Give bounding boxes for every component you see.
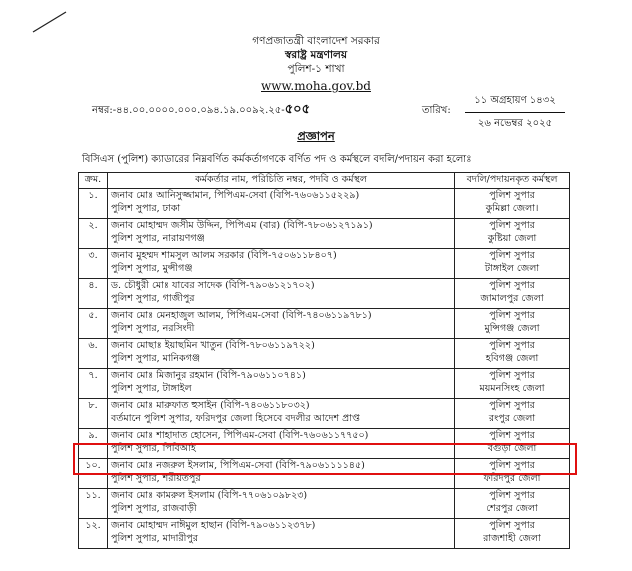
memo-number-main: নম্বর:-৪৪.০০.০০০০.০০০.০৯৪.১৯.০০৯২.২৫- — [92, 105, 285, 116]
notice-title: প্রজ্ঞাপন — [297, 129, 335, 143]
officer-current-post: পুলিশ সুপার, পিবিআই — [111, 442, 196, 454]
col-serial-header: ক্রম. — [79, 173, 108, 189]
posting-cell — [455, 219, 570, 249]
posting-cell — [455, 519, 570, 549]
table-row — [79, 339, 570, 369]
col-posting-header: বদলি/পদায়নকৃত কর্মস্থল — [455, 173, 570, 189]
memo-number-suffix: ৫০৫ — [284, 102, 311, 117]
new-place: শেরপুর জেলা — [486, 502, 538, 514]
table-header-row — [79, 173, 570, 189]
officer-current-post: পুলিশ সুপার, নারায়ণগঞ্জ — [111, 232, 205, 244]
date-box — [465, 93, 565, 133]
officer-current-post: পুলিশ সুপার, নরসিংদী — [111, 322, 195, 334]
officer-name: ড. চৌধুরী মোঃ যাবের সাদেক (বিপি-৭৯০৬১২১৭০২) — [111, 280, 315, 291]
table-row — [79, 279, 570, 309]
date-bangla: ১১ অগ্রহায়ণ ১৪৩২ — [465, 93, 565, 113]
new-place: মুন্সিগঞ্জ জেলা — [484, 322, 540, 334]
officer-current-post: পুলিশ সুপার, মাদারীপুর — [111, 532, 199, 544]
officer-name: জনাব মোঃ নজরুল ইসলাম, পিপিএম-সেবা (বিপি-৭৯০৬১১১১৪৫) — [111, 460, 365, 471]
officer-name: জনাব মোহাম্মদ জসীম উদ্দিন, পিপিএম (বার) (বিপি-৭৮০৬১২৭১৯১) — [111, 220, 373, 231]
officer-current-post: পুলিশ সুপার, রাজবাড়ী — [111, 502, 197, 514]
new-post: পুলিশ সুপার — [489, 430, 535, 441]
new-post: পুলিশ সুপার — [489, 520, 535, 531]
govt-header: গণপ্রজাতন্ত্রী বাংলাদেশ সরকার — [252, 35, 380, 47]
row-serial: ২. — [79, 219, 108, 249]
transfer-table — [78, 172, 570, 549]
new-place: কুষ্টিয়া জেলা — [487, 232, 537, 244]
new-post: পুলিশ সুপার — [489, 370, 535, 381]
officer-name: জনাব মোঃ আনিসুজ্জামান, পিপিএম-সেবা (বিপি-৭৬০৬১১৫২২৯) — [111, 190, 360, 201]
posting-cell — [455, 249, 570, 279]
website-link[interactable]: www.moha.gov.bd — [261, 79, 371, 93]
officer-cell — [108, 399, 455, 429]
table-row — [79, 249, 570, 279]
table-row — [79, 219, 570, 249]
new-post: পুলিশ সুপার — [489, 460, 535, 471]
row-serial: ১১. — [79, 489, 108, 519]
officer-current-post: পুলিশ সুপার, শরীয়তপুর — [111, 472, 201, 484]
row-serial: ১. — [79, 189, 108, 219]
posting-cell — [455, 189, 570, 219]
officer-cell — [108, 279, 455, 309]
date-label: তারিখ: — [422, 105, 451, 116]
officer-cell — [108, 519, 455, 549]
ministry-header: স্বরাষ্ট্র মন্ত্রণালয় — [284, 49, 348, 61]
officer-cell — [108, 219, 455, 249]
table-row — [79, 369, 570, 399]
officer-name: জনাব মোঃ কামরুল ইসলাম (বিপি-৭৭০৬১০৯৮২৩) — [111, 490, 308, 501]
row-serial: ১০. — [79, 459, 108, 489]
table-row — [79, 309, 570, 339]
new-post: পুলিশ সুপার — [489, 490, 535, 501]
posting-cell — [455, 489, 570, 519]
pen-stroke-mark — [30, 6, 70, 36]
new-place: বগুড়া জেলা — [487, 442, 537, 454]
officer-cell — [108, 189, 455, 219]
new-post: পুলিশ সুপার — [489, 310, 535, 321]
officer-name: জনাব মোঃ মেনহাজুল আলম, পিপিএম-সেবা (বিপি-৭৪০৬১১৯৭৮১) — [111, 310, 372, 321]
officer-current-post: পুলিশ সুপার, ঢাকা — [111, 202, 181, 214]
table-row — [79, 189, 570, 219]
memo-number — [92, 100, 310, 121]
officer-name: জনাব মোঃ মারুফাত হুসাইন (বিপি-৭৪০৬১১৮০৩২) — [111, 400, 310, 411]
col-officer-header: কর্মকর্তার নাম, পরিচিতি নম্বর, পদবি ও কর্মস্থল — [108, 173, 455, 189]
new-place: কুমিল্লা জেলা। — [485, 202, 539, 214]
posting-cell — [455, 309, 570, 339]
table-row — [79, 519, 570, 549]
table-body — [79, 189, 570, 549]
row-serial: ৭. — [79, 369, 108, 399]
new-place: হবিগঞ্জ জেলা — [485, 352, 539, 364]
new-place: জামালপুর জেলা — [480, 292, 544, 304]
new-post: পুলিশ সুপার — [489, 250, 535, 261]
posting-cell — [455, 339, 570, 369]
officer-current-post: পুলিশ সুপার, টাঙ্গাইল — [111, 382, 192, 394]
section-header: পুলিশ-১ শাখা — [287, 63, 345, 75]
officer-name: জনাব মোঃ মিজানুর রহমান (বিপি-৭৯০৬১১০৭৪১) — [111, 370, 306, 381]
officer-current-post: পুলিশ সুপার, মুন্সীগঞ্জ — [111, 262, 193, 274]
new-place: ফরিদপুর জেলা — [483, 472, 541, 484]
row-serial: ৩. — [79, 249, 108, 279]
officer-name: জনাব মোঃ শাহাদাত হোসেন, পিপিএম-সেবা (বিপি-৭৬০৬১১৭৭৫০) — [111, 430, 369, 441]
new-place: টাঙ্গাইল জেলা — [484, 262, 540, 274]
row-serial: ৮. — [79, 399, 108, 429]
officer-current-post: বর্তমানে পুলিশ সুপার, ফরিদপুর জেলা হিসেবে বদলীর আদেশ প্রাপ্ত — [111, 412, 360, 424]
new-post: পুলিশ সুপার — [489, 190, 535, 201]
officer-name: জনাব মুহম্মদ শামসুল আলম সরকার (বিপি-৭৫০৬১১৮৪০৭) — [111, 250, 337, 261]
officer-cell — [108, 489, 455, 519]
highlight-box — [73, 443, 577, 475]
new-post: পুলিশ সুপার — [489, 340, 535, 351]
posting-cell — [455, 399, 570, 429]
notice-intro: বিসিএস (পুলিশ) ক্যাডারের নিম্নবর্ণিত কর্মকর্তাগণকে বর্ণিত পদ ও কর্মস্থলে বদলি/পদায়ন করা হলোঃ — [82, 154, 472, 165]
page-cutoff — [0, 567, 632, 571]
posting-cell — [455, 279, 570, 309]
officer-cell — [108, 339, 455, 369]
row-serial: ৫. — [79, 309, 108, 339]
row-serial: ৬. — [79, 339, 108, 369]
officer-name: জনাব মোছাঃ ইয়াছমিন খাতুন (বিপি-৭৮০৬১১৯৭২২) — [111, 340, 315, 351]
row-serial: ১২. — [79, 519, 108, 549]
new-place: রাজশাহী জেলা — [483, 532, 541, 544]
officer-current-post: পুলিশ সুপার, মানিকগঞ্জ — [111, 352, 201, 364]
row-serial: ৪. — [79, 279, 108, 309]
officer-current-post: পুলিশ সুপার, গাজীপুর — [111, 292, 195, 304]
date-gregorian: ২৬ নভেম্বর ২০২৫ — [477, 118, 553, 129]
new-post: পুলিশ সুপার — [489, 280, 535, 291]
new-post: পুলিশ সুপার — [489, 220, 535, 231]
table-row — [79, 489, 570, 519]
new-post: পুলিশ সুপার — [489, 400, 535, 411]
posting-cell — [455, 369, 570, 399]
new-place: রংপুর জেলা — [488, 412, 536, 424]
row-serial: ৯. — [79, 429, 108, 459]
officer-cell — [108, 369, 455, 399]
officer-cell — [108, 249, 455, 279]
table-row — [79, 399, 570, 429]
officer-name: জনাব মোহাম্মদ নাঈমুল হাছান (বিপি-৭৯০৬১১২৩৭৮) — [111, 520, 316, 531]
new-place: ময়মনসিংহ জেলা — [479, 382, 545, 394]
officer-cell — [108, 309, 455, 339]
